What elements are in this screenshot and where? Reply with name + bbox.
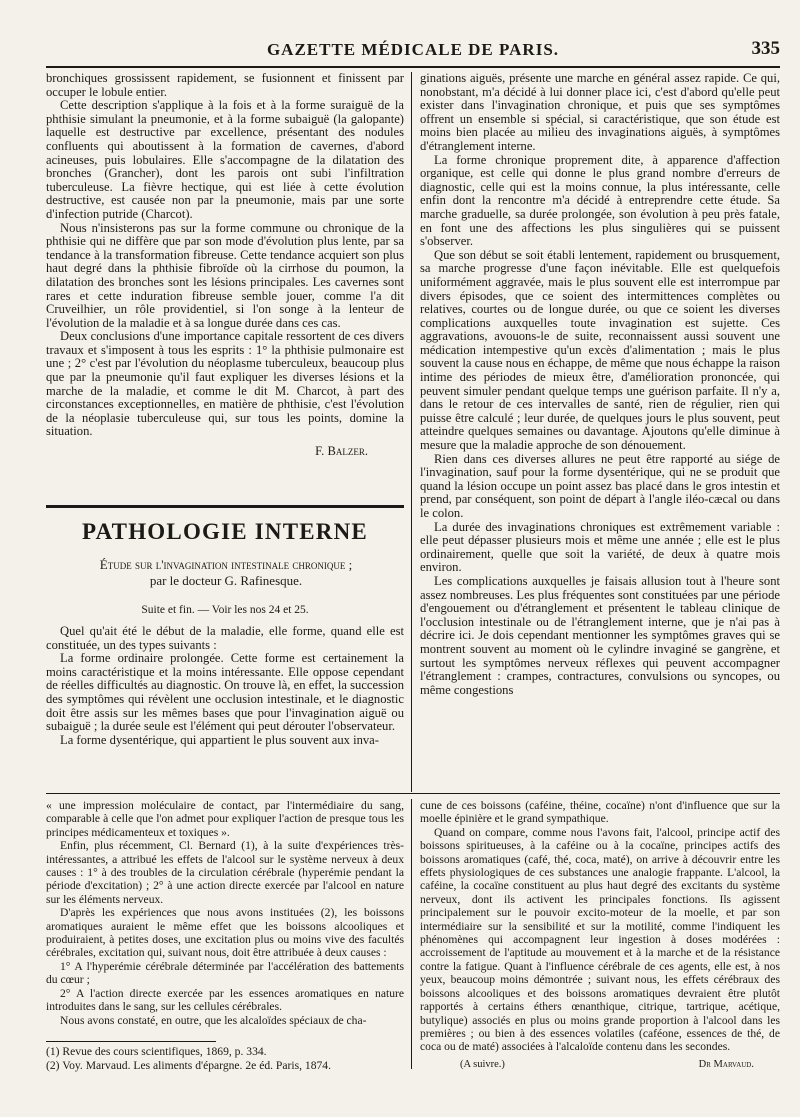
article-subtitle: Suite et fin. — Voir les nos 24 et 25. — [141, 604, 309, 616]
page-header — [46, 38, 780, 66]
paragraph: cune de ces boissons (caféine, théine, cocaïne) n'ont d'influence que sur la moelle épinière et le grand sympathique. — [420, 799, 780, 826]
paragraph: La forme ordinaire prolongée. Cette forme est certainement la moins caractéristique et la moins intéressante. Elle oppose cependant de réelles difficultés au diagnostic. On trouve là, en effet, la succession des symptômes qui révèlent une occlusion intestinale, et le diagnostic doit être assis sur les mêmes bases que pour l'invagination aiguë ou subaiguë ; la durée seule est l'élément qui peut dérouter l'observateur. — [46, 651, 404, 734]
left-column-top — [46, 72, 404, 502]
footnote: (1) Revue des cours scientifiques, 1869, p. 334. — [46, 1045, 267, 1058]
paragraph: La forme dysentérique, qui appartient le plus souvent aux inva- — [60, 732, 379, 747]
paragraph: Enfin, plus récemment, Cl. Bernard (1), à la suite d'expériences très-intéressantes, a attribué les effets de l'alcool sur le système nerveux à deux causes : 1° à des troubles de la circulation cérébrale (hyperémie pendant la période d'excitation) ; 2° à une action directe exercée par l'alcool en nature sur les éléments nerveux. — [46, 839, 404, 906]
footnotes — [46, 1045, 404, 1073]
paragraph: Que son début se soit établi lentement, rapidement ou brusquement, sa marche progresse d'une façon inévitable. Elle est quelquefois uniformément aggravée, mais le plus souvent elle est interrompue par divers épisodes, que ce soient des intermittences complètes ou relatives, courtes ou de longue durée, ou que ce soient les diverses complications auxquelles toute invagination est sujette. Ces aggravations, avouons-le de suite, reconnaissent aussi souvent une médication intempestive qu'un excès d'alimentation ; mais le plus souvent la cause nous en échappe, de même que nous échappe la raison intime des périodes de mieux être, d'amélioration prononcée, qui peuvent simuler pendant quelque temps une guérison parfaite. Il n'y a, dans le retour de ces intervalles de santé, rien de régulier, rien qui puisse être calculé ; leur durée, de quelques jours le plus souvent, peut atteindre quelques semaines ou davantage. Ajoutons qu'elle diminue à mesure que la maladie approche de son dénouement. — [420, 247, 780, 453]
feuilleton-rule — [46, 793, 780, 794]
paragraph: Cette description s'applique à la fois et à la forme suraiguë de la phthisie simulant la pneumonie, et à la forme subaiguë (la galopante) laquelle est destructive par excellence, présentant des nodules confluents qui aboutissent à la formation de cavernes, d'abord acineuses, puis lobulaires. Elle s'accompagne de la dilatation des bronches (Grancher), dont les parois ont subi l'infiltration tuberculeuse. La fièvre hectique, qui est liée à cette évolution destructive, est causée non par la pneumonie, mais par une sorte d'infection putride (Charcot). — [46, 98, 404, 221]
author-signature: F. Balzer. — [315, 444, 368, 459]
right-column-top — [420, 72, 780, 790]
footnote-rule — [46, 1041, 216, 1042]
paragraph: Nous n'insisterons pas sur la forme commune ou chronique de la phthisie qui ne diffère que par son mode d'évolution plus lente, par sa tendance à la transformation fibreuse. Cette tendance acquiert son plus haut degré dans la phthisie fibroïde où la cirrhose du poumon, la dilatation des bronches sont les lésions principales. Les cavernes sont rares et cette induration fibreuse semble jouer, comme l'a dit Cruveilhier, un rôle providentiel, si l'on songe à la lenteur de l'évolution de la maladie et à sa longue durée dans ces cas. — [46, 220, 404, 330]
footnote: (2) Voy. Marvaud. Les aliments d'épargne. 2e éd. Paris, 1874. — [46, 1059, 332, 1072]
paragraph: La durée des invaginations chroniques est extrêmement variable : elle peut dépasser plusieurs mois et même une année ; elle est le plus ordinairement, quelle que soit la variété, de deux à quatre mois environ. — [420, 519, 780, 575]
article-title — [56, 557, 396, 589]
author-signature: Dr Marvaud. — [698, 1058, 754, 1070]
paragraph: Les complications auxquelles je faisais allusion tout à l'heure sont assez nombreuses. Les plus fréquentes sont constituées par une période d'engouement ou d'étranglement et présentent le tableau clinique de l'occlusion intestinale ou de l'étranglement interne, que je n'ai pas à décrire ici. Je dois cependant mentionner les symptômes graves qui se montrent souvent au moment où le cylindre invaginé se gangrène, et surtout les symptômes nerveux réflexes qui peuvent accompagner l'étranglement : crampes, contractures, convulsions ou syncopes, ou même congestions — [420, 573, 780, 697]
column-divider — [411, 799, 412, 1069]
bottom-right-column — [420, 799, 780, 1071]
paragraph: Quel qu'ait été le début de la maladie, elle forme, quand elle est constituée, un des types suivants : — [46, 625, 404, 652]
paragraph: Quand on compare, comme nous l'avons fait, l'alcool, principe actif des boissons spiritueuses, à la caféine ou à la cocaïne, principes actifs des boissons aromatiques (café, thé, coca, maté), on arrive à découvrir entre les effets physiologiques de ces substances une analogie frappante. L'alcool, la caféine, la cocaïne constituent au plus haut degré des excitants du système nerveux, dont ils activent les principales fonctions. Ils agissent principalement sur le pouvoir excito-moteur de la moelle, et par son intermédiaire sur la sensibilité et sur la motilité, comme l'indiquent les phénomènes qui accompagnent leur ingestion à doses modérées : accroissement de l'aptitude au mouvement et à la marche et de la résistance contre la fatigue. Quant à l'influence cérébrale de ces agents, elle est, à nos yeux, beaucoup moins démontrée ; suivant nous, les effets cérébraux des boissons alcooliques et des boissons aromatiques devraient être plutôt rapportés à certains éthers œnanthique, citrique, tartrique, acétique, butylique) associés en plus ou moins grande proportion à l'alcool dans les premières ; ou bien à des essences volatiles (caféone, essences de thé, de coca ou de maté) associées à l'alcaloïde contenu dans les secondes. — [420, 825, 780, 1054]
continuation-signature — [420, 1058, 780, 1071]
paragraph: Deux conclusions d'une importance capitale ressortent de ces divers travaux et s'imposent à tous les esprits : 1° la phthisie pulmonaire est une ; 2° c'est par l'évolution du néoplasme tuberculeux, beaucoup plus que par la pneumonie qu'il faut expliquer les diverses lésions et la marche de la maladie, et comme le dit M. Charcot, à part des circonstances exceptionnelles, en matière de phthisie, c'est l'évolution de la néoplasie tuberculeuse qui, sur tous les points, domine la situation. — [46, 329, 404, 439]
section-title: PATHOLOGIE INTERNE — [82, 519, 368, 544]
header-rule — [46, 66, 780, 68]
article-title-line: Étude sur l'invagination intestinale chronique ; — [99, 557, 353, 572]
paragraph: D'après les expériences que nous avons instituées (2), les boissons aromatiques auraient le même effet que les boissons alcooliques et produiraient, à petites doses, une excitation plus ou moins vive des facultés cérébrales, excitation qui, suivant nous, doit être attribuée à deux causes : — [46, 906, 404, 960]
paragraph: Nous avons constaté, en outre, que les alcaloïdes spéciaux de cha- — [60, 1013, 367, 1027]
paragraph: Rien dans ces diverses allures ne peut être rapporté au siége de l'invagination, sauf pour la forme dysentérique, qui ne se produit que quand la lésion occupe un point assez bas placé dans le gros intestin et prend, par conséquent, son point de départ à l'angle iléo-cæcal ou dans le colon. — [420, 451, 780, 520]
left-column-article — [46, 625, 404, 791]
article-author-line: par le docteur G. Rafinesque. — [149, 573, 303, 588]
paragraph: La forme chronique proprement dite, à apparence d'affection organique, est celle qui donne le plus grand nombre d'erreurs de diagnostic, celle qui est la moins connue, la plus intéressante, celle enfin dont la rencontre m'a décidé à entreprendre cette étude. Sa marche graduelle, sa durée prolongée, son évolution à peu près fatale, en font une des affections les plus singulières qui se puissent s'observer. — [420, 152, 780, 249]
page-number: 335 — [751, 38, 780, 59]
column-divider — [411, 72, 412, 792]
paragraph: 1° A l'hyperémie cérébrale déterminée par l'accélération des battements du cœur ; — [46, 959, 404, 987]
bottom-left-column — [46, 799, 404, 1035]
section-rule — [46, 505, 404, 508]
to-be-continued: (A suivre.) — [460, 1058, 505, 1070]
paragraph: « une impression moléculaire de contact, par l'intermédiaire du sang, comparable à celle que l'on admet pour expliquer l'action de presque tous les principes médicamenteux et toxiques ». — [46, 799, 404, 839]
paragraph: 2° A l'action directe exercée par les essences aromatiques en nature introduites dans le sang, sur les cellules cérébrales. — [46, 986, 404, 1014]
paragraph: bronchiques grossissent rapidement, se fusionnent et finissent par occuper le lobule entier. — [46, 72, 404, 99]
paragraph: ginations aiguës, présente une marche en général assez rapide. Ce qui, nonobstant, m'a décidé à lui donner place ici, c'est d'abord qu'elle peut exister dans l'invagination chronique, et puis que ses symptômes offrent un ensemble si spécial, si caractéristique, que son étude est moins bien placée au milieu des invaginations aiguës, à symptômes d'étranglement interne. — [420, 72, 780, 153]
journal-title: GAZETTE MÉDICALE DE PARIS. — [266, 40, 560, 59]
